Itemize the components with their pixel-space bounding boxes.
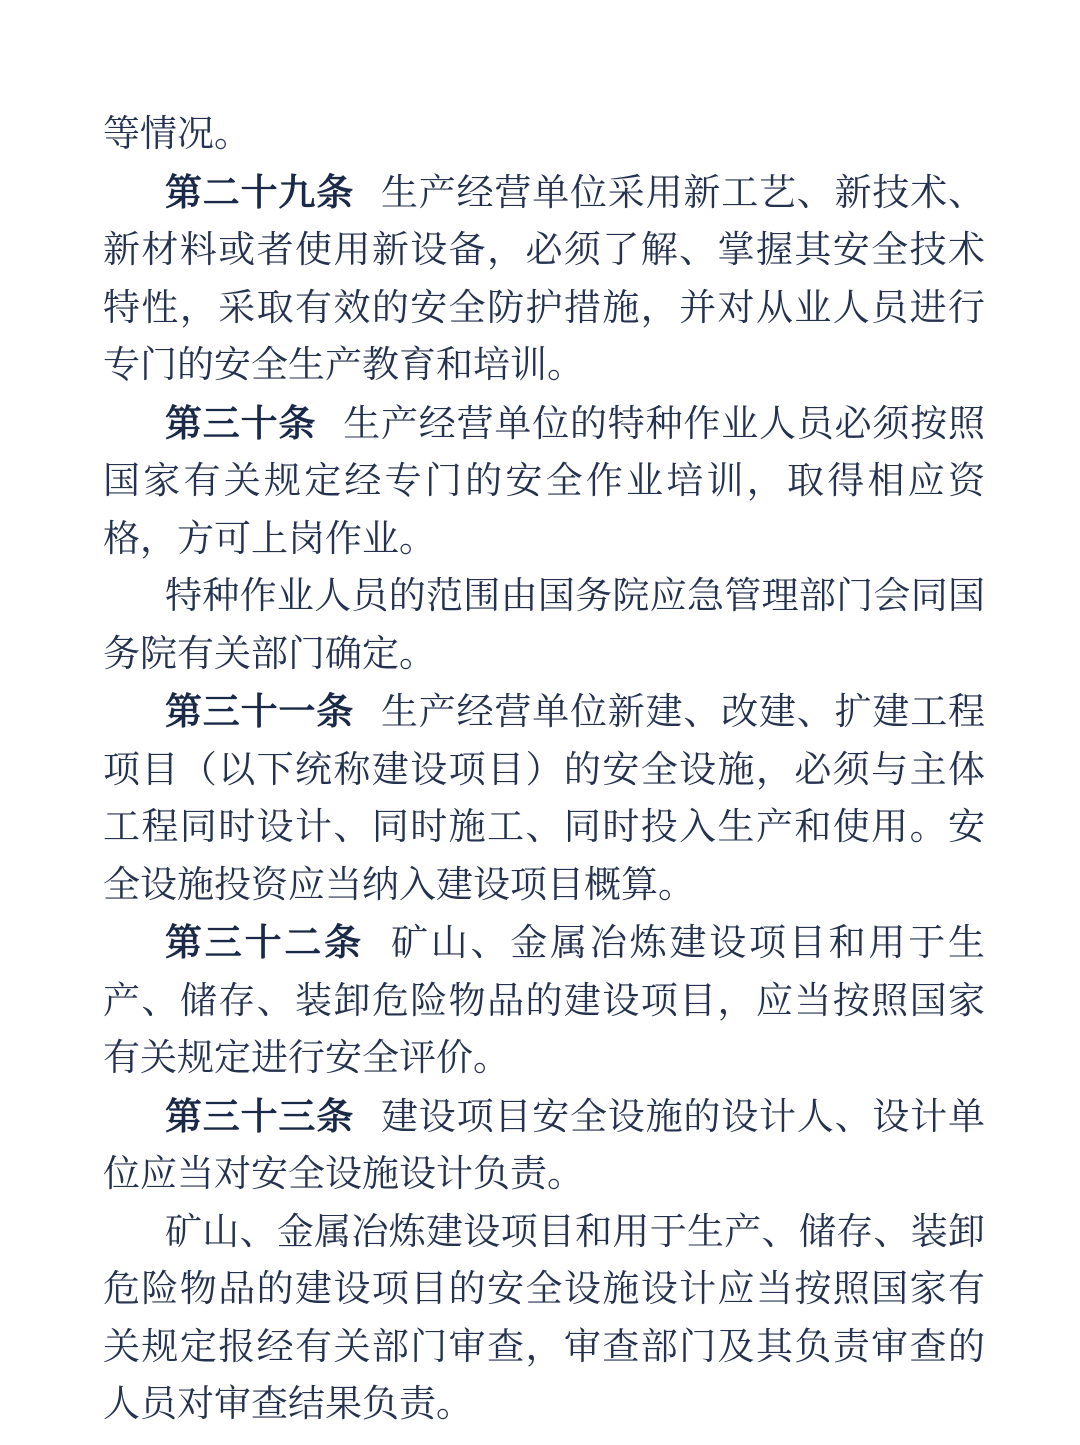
article-number: 第二十九条	[165, 171, 354, 213]
paragraph-text: 生产经营单位的特种作业人员必须按照国家有关规定经专门的安全作业培训，取得相应资格，方可上岗作业。	[103, 403, 986, 560]
article-number: 第三十三条	[165, 1095, 354, 1137]
paragraph-continuation	[103, 106, 985, 164]
paragraph-article-31	[103, 683, 985, 914]
paragraph-article-33	[103, 1088, 985, 1204]
article-number: 第三十一条	[165, 691, 354, 732]
paragraph-text: 生产经营单位新建、改建、扩建工程项目（以下统称建设项目）的安全设施，必须与主体工程同时设计、同时施工、同时投入生产和使用。安全设施投资应当纳入建设项目概算。	[103, 692, 985, 906]
document-page	[103, 0, 985, 1434]
paragraph-article-32	[103, 914, 985, 1088]
paragraph-article-33-clause-2	[103, 1204, 985, 1434]
paragraph-article-30-clause-2	[103, 568, 985, 683]
paragraph-text: 矿山、金属冶炼建设项目和用于生产、储存、装卸危险物品的建设项目的安全设施设计应当按照国家有关规定报经有关部门审查，审查部门及其负责审查的人员对审查结果负责。	[103, 1211, 985, 1425]
paragraph-text: 矿山、金属冶炼建设项目和用于生产、储存、装卸危险物品的建设项目，应当按照国家有关规定进行安全评价。	[103, 923, 986, 1079]
paragraph-article-29	[103, 164, 985, 395]
paragraph-text: 等情况。	[103, 114, 251, 155]
paragraph-article-30	[103, 395, 985, 569]
article-number: 第三十条	[165, 402, 317, 444]
article-number: 第三十二条	[165, 922, 364, 963]
paragraph-text: 特种作业人员的范围由国务院应急管理部门会同国务院有关部门确定。	[103, 576, 985, 675]
paragraph-text: 建设项目安全设施的设计人、设计单位应当对安全设施设计负责。	[103, 1096, 985, 1195]
paragraph-text: 生产经营单位采用新工艺、新技术、新材料或者使用新设备，必须了解、掌握其安全技术特性，采取有效的安全防护措施，并对从业人员进行专门的安全生产教育和培训。	[103, 172, 985, 386]
